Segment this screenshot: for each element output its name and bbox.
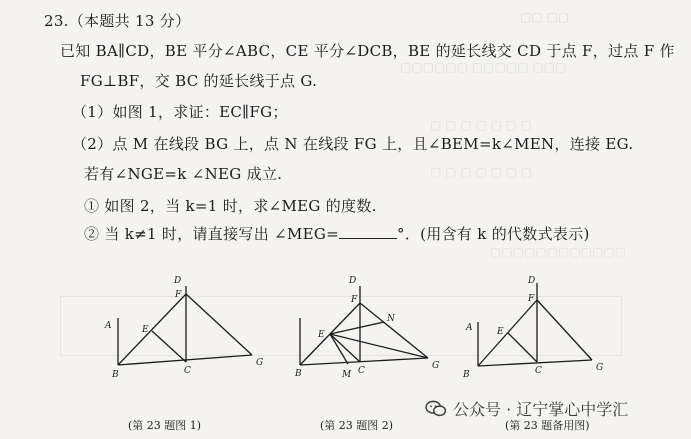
part-1: （1）如图 1，求证：EC∥FG； <box>72 103 288 121</box>
bleed-through-text: ▢▢▢▢▢▢▢▢▢▢▢▢ <box>490 245 627 259</box>
label-g: G <box>432 361 440 371</box>
bleed-through-text: ▢▢▢▢▢▢ ▢▢▢▢▢ ▢▢▢ <box>400 60 567 74</box>
label-b: B <box>463 370 470 380</box>
label-f: F <box>351 295 358 305</box>
segment-bf <box>478 300 537 366</box>
segment-ec <box>508 333 537 362</box>
question-stem-line-1: 已知 BA∥CD，BE 平分∠ABC，CE 平分∠DCB，BE 的延长线交 CD 于点 F，过点 F 作 <box>60 42 675 60</box>
label-b: B <box>112 370 119 380</box>
label-c: C <box>535 366 542 376</box>
wechat-icon <box>425 400 447 418</box>
segment-en <box>330 322 384 334</box>
label-g: G <box>596 363 604 373</box>
label-a: A <box>466 323 473 333</box>
sub-question-2-tail: °．(用含有 k 的代数式表示) <box>397 225 590 243</box>
segment-ec <box>152 331 186 362</box>
part-2-line-2: 若有∠NGE=k ∠NEG 成立. <box>84 165 283 183</box>
label-d: D <box>528 276 536 286</box>
segment-bf <box>118 294 186 365</box>
segment-bg <box>300 358 428 365</box>
label-c: C <box>358 366 365 376</box>
figure-1 <box>104 276 263 380</box>
bleed-through-text: ▢▢ ▢▢ <box>520 10 570 24</box>
figure-2-caption: (第 23 题图 2) <box>320 419 394 432</box>
segment-bg <box>118 355 252 365</box>
watermark-text: 公众号 · 辽宁掌心中学汇 <box>453 400 629 419</box>
label-e: E <box>497 327 504 337</box>
sub-question-2-text: ② 当 k≠1 时，请直接写出 ∠MEG= <box>84 225 340 243</box>
figure-2 <box>294 276 439 380</box>
segment-fg <box>186 294 252 355</box>
label-e: E <box>142 325 149 335</box>
figure-3-caption: (第 23 题备用图) <box>505 419 590 432</box>
label-f: F <box>528 294 535 304</box>
label-e: E <box>318 330 325 340</box>
bleed-through-text: ▢ ▢ ▢ ▢ ▢ ▢ ▢ <box>430 118 533 132</box>
figure-1-caption: (第 23 题图 1) <box>128 419 202 432</box>
wechat-watermark <box>425 397 628 420</box>
label-a: A <box>105 321 112 331</box>
label-d: D <box>349 276 357 286</box>
segment-fg <box>537 300 592 360</box>
label-f: F <box>175 290 182 300</box>
label-m: M <box>342 370 352 380</box>
label-g: G <box>256 358 264 368</box>
bleed-through-text: ▢ ▢ ▢ ▢ ▢ ▢ ▢ <box>430 165 533 179</box>
label-b: B <box>295 369 302 379</box>
question-number: 23.（本题共 13 分） <box>44 12 191 30</box>
part-2-line-1: （2）点 M 在线段 BG 上，点 N 在线段 FG 上，且∠BEM=k∠MEN，连接 EG. <box>72 135 634 153</box>
question-stem-line-2: FG⊥BF，交 BC 的延长线于点 G. <box>80 72 318 90</box>
label-n: N <box>387 314 395 324</box>
label-c: C <box>184 366 191 376</box>
sub-question-1: ① 如图 2，当 k=1 时，求∠MEG 的度数. <box>84 197 377 215</box>
figure-3 <box>462 276 603 380</box>
label-d: D <box>174 276 182 286</box>
